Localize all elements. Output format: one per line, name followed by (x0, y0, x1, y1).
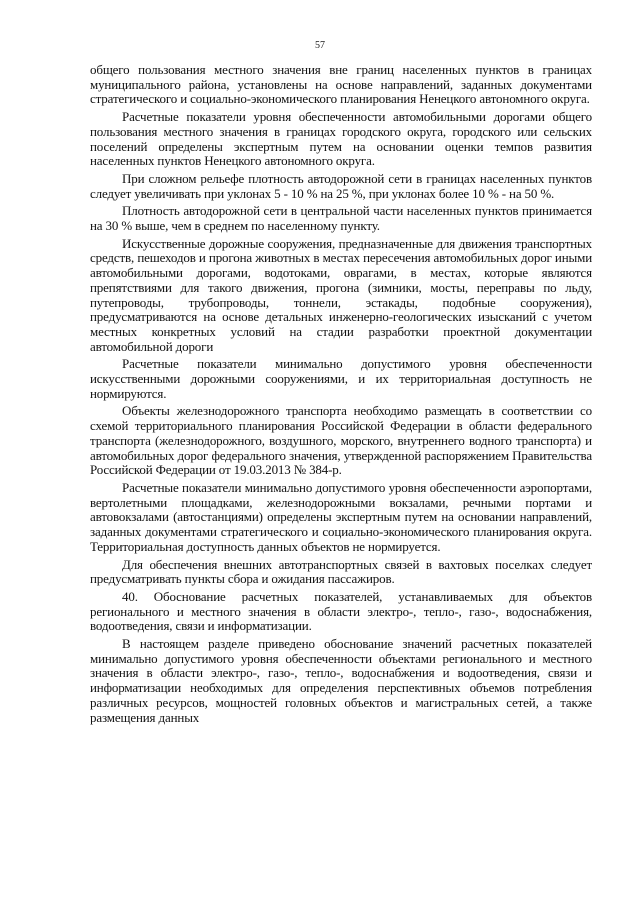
paragraph-section-intro: В настоящем разделе приведено обоснование значений расчетных показателей минимально допустимого уровня обеспеченности объектами регионального и местного значения в области электро-, газо-, тепло-, водоснабжения и водоотведения, связи и информатизации необходимых для определения перспективных объемов потребления различных ресурсов, мощностей головных объектов и магистральных сетей, а также размещения данных (90, 636, 592, 725)
paragraph-railway-objects: Объекты железнодорожного транспорта необходимо размещать в соответствии со схемой территориального планирования Российской Федерации в области федерального транспорта (железнодорожного, воздушного, морского, внутреннего водного транспорта) и автомобильных дорог федерального значения, утвержденной распоряжением Правительства Российской Федерации от 19.03.2013 № 384-р. (90, 403, 592, 478)
paragraph-shift-settlements: Для обеспечения внешних автотранспортных связей в вахтовых поселках следует предусматривать пункты сбора и ожидания пассажиров. (90, 556, 592, 587)
paragraph-central-density: Плотность автодорожной сети в центральной части населенных пунктов принимается на 30 % выше, чем в среднем по населенному пункту. (90, 203, 592, 234)
paragraph-terrain-density: При сложном рельефе плотность автодорожной сети в границах населенных пунктов следует увеличивать при уклонах 5 - 10 % на 25 %, при уклонах более 10 % - на 50 %. (90, 170, 592, 201)
paragraph-airports-ports: Расчетные показатели минимально допустимого уровня обеспеченности аэропортами, вертолетными площадками, железнодорожными вокзалами, речными портами и автовокзалами (автостанциями) определены экспертным путем на основании направлений, заданных документами стратегического и социально-экономического планирования округа. Территориальная доступность данных объектов не нормируется. (90, 479, 592, 554)
page-number: 57 (315, 40, 325, 51)
document-body (90, 63, 592, 728)
paragraph-road-provision-indicators: Расчетные показатели уровня обеспеченности автомобильными дорогами общего пользования местного значения в границах городского округа, городского или сельских поселений определены экспертным путем на основании оценки темпов развития населенных пунктов Ненецкого автономного округа. (90, 109, 592, 169)
paragraph-artificial-structures: Искусственные дорожные сооружения, предназначенные для движения транспортных средств, пешеходов и прогона животных в местах пересечения автомобильных дорог иными автомобильными дорогами, водотоками, оврагами, в местах, которые являются препятствиями для такого движения, прогона (зимники, мосты, переправы по льду, путепроводы, трубопроводы, тоннели, эстакады, подобные сооружения), предусматриваются на основе детальных инженерно-геологических изысканий с учетом местных конкретных условий на стадии разработки проектной документации автомобильной дороги (90, 235, 592, 354)
paragraph-structures-not-normed: Расчетные показатели минимально допустимого уровня обеспеченности искусственными дорожными сооружениями, и их территориальная доступность не нормируются. (90, 356, 592, 401)
section-heading-40: 40. Обоснование расчетных показателей, устанавливаемых для объектов регионального и местного значения в области электро-, тепло-, газо-, водоснабжения, водоотведения, связи и информатизации. (90, 588, 592, 634)
paragraph-road-network-municipal: общего пользования местного значения вне границ населенных пунктов в границах муниципального района, установлены на основе направлений, заданных документами стратегического и социально-экономического планирования Ненецкого автономного округа. (90, 62, 592, 107)
